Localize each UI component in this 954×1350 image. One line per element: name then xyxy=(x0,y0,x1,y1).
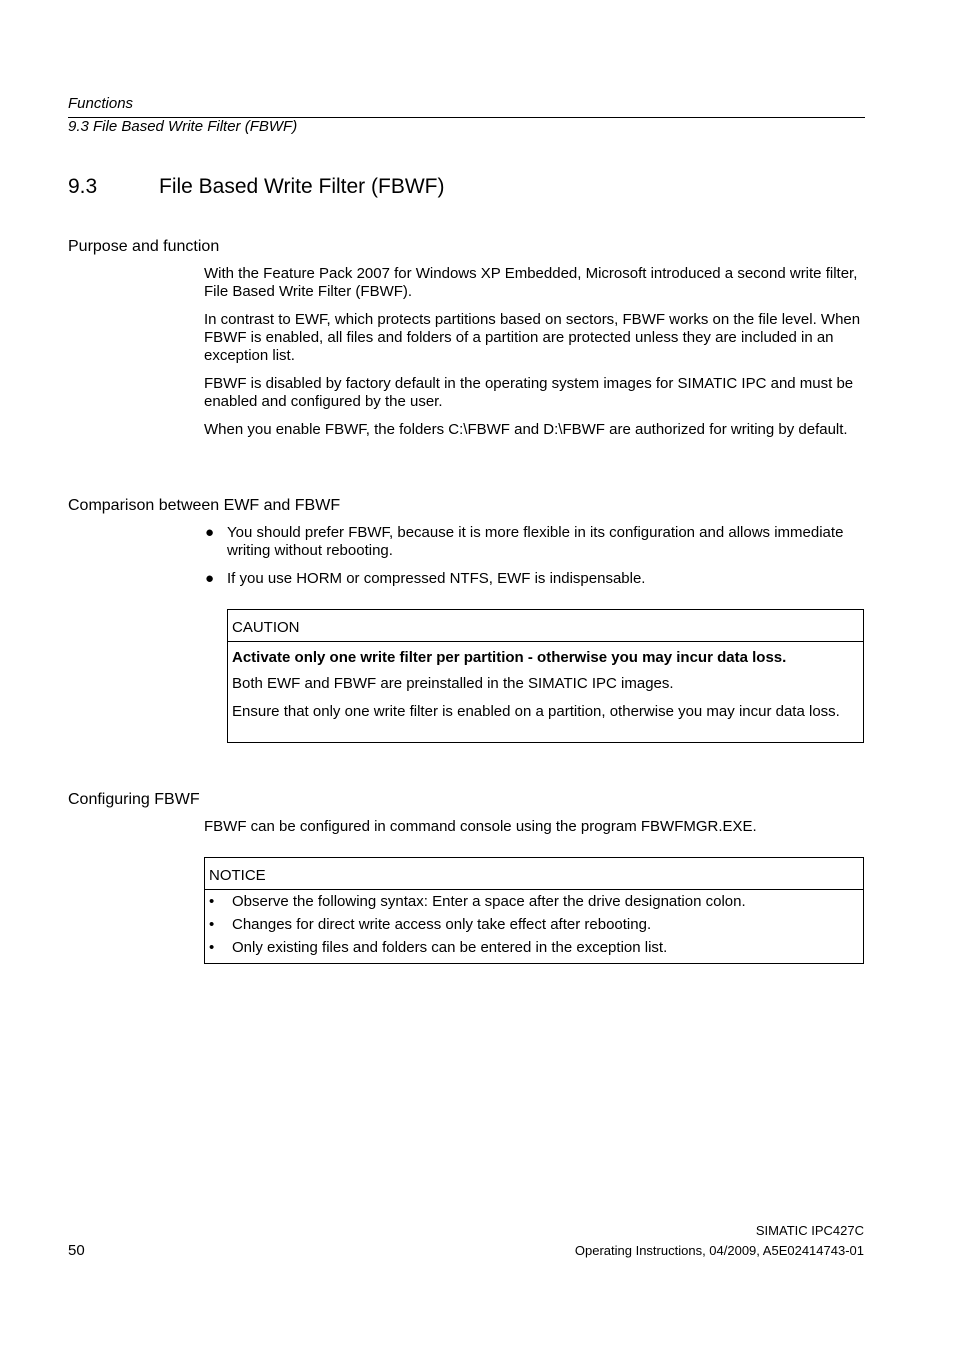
footer-product: SIMATIC IPC427C xyxy=(755,1223,864,1238)
purpose-paragraph-4: When you enable FBWF, the folders C:\FBWF and D:\FBWF are authorized for writing by default. xyxy=(204,421,848,438)
comparison-bullet-1: You should prefer FBWF, because it is more flexible in its configuration and allows immediate writing without rebooting. xyxy=(227,524,844,559)
comparison-heading: Comparison between EWF and FBWF xyxy=(68,497,341,514)
caution-box xyxy=(227,609,864,743)
notice-item-3-text: Only existing files and folders can be entered in the exception list. xyxy=(232,939,668,956)
comparison-bullet-2: If you use HORM or compressed NTFS, EWF is indispensable. xyxy=(227,570,646,587)
notice-item-1-post: after the drive designation colon. xyxy=(524,893,746,910)
caution-line-1: Both EWF and FBWF are preinstalled in the SIMATIC IPC images. xyxy=(232,675,674,692)
notice-box xyxy=(204,857,864,964)
notice-label: NOTICE xyxy=(205,858,863,890)
caution-label: CAUTION xyxy=(228,610,863,642)
section-number: 9.3 xyxy=(68,175,98,198)
purpose-paragraph-3: FBWF is disabled by factory default in the operating system images for SIMATIC IPC and must be enabled and configured by the user. xyxy=(204,375,854,410)
comparison-bullet-marker: ● xyxy=(205,570,215,587)
purpose-paragraph-2: In contrast to EWF, which protects partitions based on sectors, FBWF works on the file level. When FBWF is enabled, all files and folders of a partition are protected unless they are included in an exception list. xyxy=(204,311,861,364)
caution-line-2: Ensure that only one write filter is enabled on a partition, otherwise you may incur data loss. xyxy=(232,703,840,720)
section-title: File Based Write Filter (FBWF) xyxy=(159,175,445,198)
notice-item-1-text xyxy=(232,893,857,911)
notice-bullet-marker: • xyxy=(209,893,215,910)
notice-item-2-text: Changes for direct write access only take effect after rebooting. xyxy=(232,916,652,933)
configuring-paragraph: FBWF can be configured in command console using the program FBWFMGR.EXE. xyxy=(204,818,757,835)
notice-item-1-pre: Observe the following syntax: Enter a xyxy=(232,893,485,910)
notice-bullet-marker: • xyxy=(209,939,215,956)
purpose-paragraph-1: With the Feature Pack 2007 for Windows XP Embedded, Microsoft introduced a second write filter, File Based Write Filter (FBWF). xyxy=(204,265,858,300)
page-number: 50 xyxy=(68,1242,85,1259)
comparison-bullet-marker: ● xyxy=(205,524,215,541)
configuring-heading: Configuring FBWF xyxy=(68,791,200,808)
running-header-chapter: Functions xyxy=(68,95,134,112)
footer-doc-info: Operating Instructions, 04/2009, A5E02414743-01 xyxy=(574,1243,864,1258)
running-header-section: 9.3 File Based Write Filter (FBWF) xyxy=(68,118,298,135)
caution-bold-line: Activate only one write filter per partition - otherwise you may incur data loss. xyxy=(232,649,787,666)
purpose-heading: Purpose and function xyxy=(68,238,220,255)
notice-bullet-marker: • xyxy=(209,916,215,933)
notice-item-1-code: space xyxy=(484,893,525,910)
